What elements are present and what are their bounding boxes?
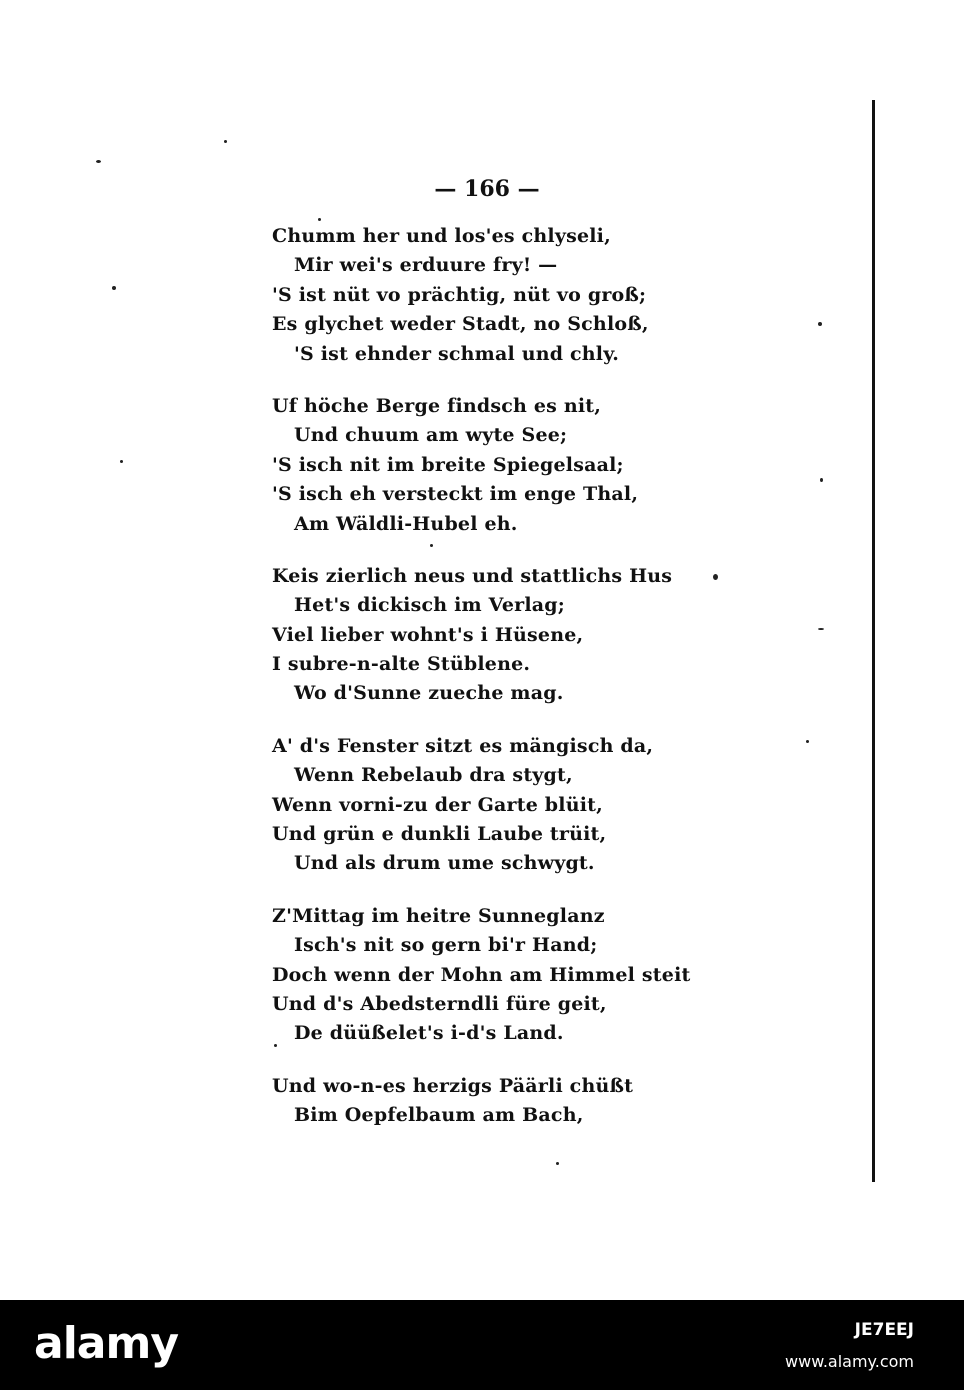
scan-speck — [318, 218, 321, 221]
verse-line: Wenn vorni-zu der Garte blüit, — [272, 793, 603, 816]
stanza — [272, 392, 692, 539]
verse-line: Und als drum ume schwygt. — [294, 852, 595, 875]
verse-line: I subre-n-alte Stüblene. — [272, 653, 531, 676]
stanza — [272, 562, 692, 709]
scan-speck — [806, 740, 809, 743]
image-id: JE7EEJ — [854, 1320, 914, 1340]
verse-line: Wenn Rebelaub dra stygt, — [294, 764, 573, 787]
verse-line: De düüßelet's i-d's Land. — [294, 1022, 564, 1045]
verse-line: Bim Oepfelbaum am Bach, — [294, 1104, 584, 1127]
stanza — [272, 732, 692, 879]
verse-line: Und chuum am wyte See; — [294, 424, 568, 447]
verse-line: Und grün e dunkli Laube trüit, — [272, 823, 607, 846]
watermark-footer — [0, 1300, 964, 1390]
verse-line: Isch's nit so gern bi'r Hand; — [294, 934, 598, 957]
scan-speck — [224, 140, 227, 143]
verse-line: 'S isch nit im breite Spiegelsaal; — [272, 453, 624, 476]
site-url[interactable]: www.alamy.com — [785, 1352, 914, 1371]
stanza — [272, 222, 692, 369]
stanza — [272, 1072, 692, 1131]
verse-line: 'S ist ehnder schmal und chly. — [294, 342, 620, 365]
alamy-logo[interactable]: alamy — [34, 1318, 178, 1369]
verse-line: Wo d'Sunne zueche mag. — [294, 682, 564, 705]
verse-line: Viel lieber wohnt's i Hüsene, — [272, 623, 584, 646]
page-number: — 166 — — [434, 176, 540, 202]
page-edge-rule — [872, 100, 875, 1182]
scan-speck — [112, 286, 116, 290]
verse-line: Mir wei's erduure fry! — — [294, 254, 558, 277]
scan-speck — [556, 1162, 559, 1165]
scan-speck — [818, 322, 822, 326]
scan-speck — [818, 628, 824, 630]
verse-line: 'S isch eh versteckt im enge Thal, — [272, 483, 639, 506]
verse-line: Het's dickisch im Verlag; — [294, 594, 565, 617]
verse-line: A' d's Fenster sitzt es mängisch da, — [272, 734, 654, 757]
verse-line: Keis zierlich neus und stattlichs Hus — [272, 564, 673, 587]
poem-body — [272, 222, 692, 1154]
verse-line: Es glychet weder Stadt, no Schloß, — [272, 313, 649, 336]
verse-line: Und wo-n-es herzigs Päärli chüßt — [272, 1074, 634, 1097]
verse-line: Am Wäldli-Hubel eh. — [294, 512, 518, 535]
verse-line: Uf höche Berge findsch es nit, — [272, 394, 602, 417]
verse-line: Z'Mittag im heitre Sunneglanz — [272, 904, 605, 927]
scan-speck — [820, 478, 823, 482]
verse-line: Chumm her und los'es chlyseli, — [272, 225, 611, 247]
verse-line: Und d's Abedsterndli füre geit, — [272, 992, 607, 1015]
scan-speck — [96, 160, 101, 163]
scan-speck — [120, 460, 123, 463]
verse-line: Doch wenn der Mohn am Himmel steit — [272, 963, 691, 986]
scan-speck — [713, 574, 718, 580]
stanza — [272, 902, 692, 1049]
verse-line: 'S ist nüt vo prächtig, nüt vo groß; — [272, 283, 647, 306]
